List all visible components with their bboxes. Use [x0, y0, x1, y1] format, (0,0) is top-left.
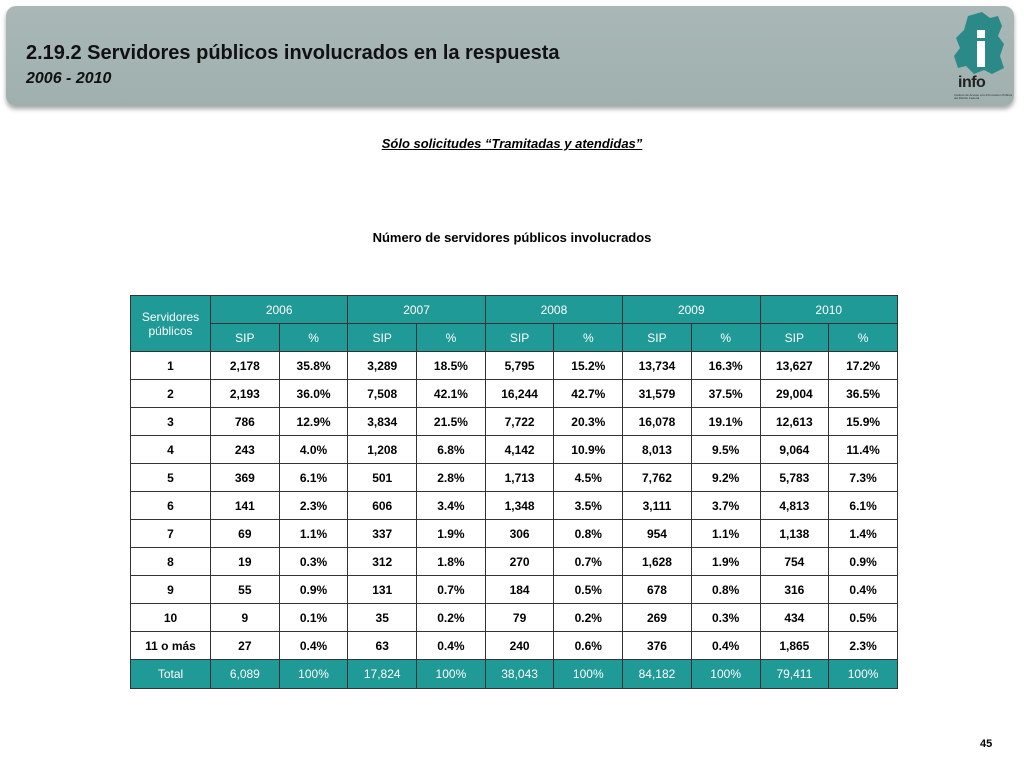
table-row: [131, 576, 898, 604]
table-cell: 954: [623, 520, 692, 548]
table-cell: 0.4%: [691, 632, 760, 660]
sub-header: SIP: [211, 324, 280, 352]
table-cell: 6.8%: [417, 436, 486, 464]
table-cell: 2.3%: [279, 492, 348, 520]
year-header: 2007: [348, 296, 485, 324]
table-cell: 16,078: [623, 408, 692, 436]
logo-caption: Instituto de Acceso a la Información Pública del Distrito Federal: [954, 93, 1013, 100]
table-cell: 312: [348, 548, 417, 576]
table-cell: 3.7%: [691, 492, 760, 520]
table-cell: 6.1%: [829, 492, 898, 520]
table-cell: 4,813: [760, 492, 829, 520]
table-cell: 9.5%: [691, 436, 760, 464]
table-cell: 15.9%: [829, 408, 898, 436]
table-cell: 1.1%: [691, 520, 760, 548]
row-label: 8: [131, 548, 211, 576]
table-cell: 786: [211, 408, 280, 436]
table-cell: 376: [623, 632, 692, 660]
table-cell: 0.4%: [829, 576, 898, 604]
table-cell: 37.5%: [691, 380, 760, 408]
year-header: 2008: [485, 296, 622, 324]
table-cell: 19: [211, 548, 280, 576]
table-cell: 13,627: [760, 352, 829, 380]
table-cell: 316: [760, 576, 829, 604]
sub-header: %: [279, 324, 348, 352]
table-cell: 2,178: [211, 352, 280, 380]
table-row: [131, 520, 898, 548]
header-band: [6, 6, 1014, 106]
table-cell: 306: [485, 520, 554, 548]
table-cell: 0.2%: [554, 604, 623, 632]
logo-text: info: [958, 74, 986, 91]
table-cell: 1,348: [485, 492, 554, 520]
table-cell: 184: [485, 576, 554, 604]
table-cell: 1,628: [623, 548, 692, 576]
table-cell: 0.5%: [829, 604, 898, 632]
table-cell: 678: [623, 576, 692, 604]
table-cell: 55: [211, 576, 280, 604]
table-cell: 15.2%: [554, 352, 623, 380]
sub-header: %: [829, 324, 898, 352]
table-cell: 0.7%: [417, 576, 486, 604]
total-cell: 100%: [279, 660, 348, 689]
table-cell: 4.0%: [279, 436, 348, 464]
table-cell: 36.0%: [279, 380, 348, 408]
table-cell: 754: [760, 548, 829, 576]
table-title: Número de servidores públicos involucrados: [372, 230, 652, 245]
table-row: [131, 548, 898, 576]
sub-header: %: [554, 324, 623, 352]
page-title: 2.19.2 Servidores públicos involucrados en la respuesta: [26, 42, 560, 64]
table-cell: 1,208: [348, 436, 417, 464]
table-cell: 20.3%: [554, 408, 623, 436]
sub-header: SIP: [348, 324, 417, 352]
row-label: 11 o más: [131, 632, 211, 660]
table-cell: 1.9%: [417, 520, 486, 548]
servidores-table: [130, 295, 898, 689]
page-number: 45: [980, 738, 993, 750]
table-cell: 35.8%: [279, 352, 348, 380]
table-cell: 2.3%: [829, 632, 898, 660]
year-header: 2006: [211, 296, 348, 324]
row-header: Servidores públicos: [131, 296, 211, 352]
table-cell: 19.1%: [691, 408, 760, 436]
row-label: 5: [131, 464, 211, 492]
total-cell: 79,411: [760, 660, 829, 689]
table-cell: 7,722: [485, 408, 554, 436]
total-cell: 100%: [554, 660, 623, 689]
row-label: 3: [131, 408, 211, 436]
table-cell: 1,138: [760, 520, 829, 548]
table-cell: 27: [211, 632, 280, 660]
year-header-row: [131, 296, 898, 324]
row-label: 10: [131, 604, 211, 632]
table-cell: 2.8%: [417, 464, 486, 492]
table-cell: 0.9%: [829, 548, 898, 576]
sub-header: %: [417, 324, 486, 352]
table-cell: 240: [485, 632, 554, 660]
table-cell: 4,142: [485, 436, 554, 464]
table-cell: 1.8%: [417, 548, 486, 576]
table-cell: 5,795: [485, 352, 554, 380]
table-cell: 141: [211, 492, 280, 520]
table-cell: 8,013: [623, 436, 692, 464]
table-cell: 0.1%: [279, 604, 348, 632]
table-cell: 17.2%: [829, 352, 898, 380]
table-cell: 0.5%: [554, 576, 623, 604]
table-cell: 10.9%: [554, 436, 623, 464]
table-row: [131, 632, 898, 660]
page-subtitle: 2006 - 2010: [26, 70, 112, 87]
table-cell: 270: [485, 548, 554, 576]
table-cell: 18.5%: [417, 352, 486, 380]
table-cell: 0.9%: [279, 576, 348, 604]
table-cell: 434: [760, 604, 829, 632]
row-label: 2: [131, 380, 211, 408]
sub-header: SIP: [623, 324, 692, 352]
table-cell: 79: [485, 604, 554, 632]
table-row: [131, 408, 898, 436]
table-cell: 16,244: [485, 380, 554, 408]
table-cell: 0.4%: [417, 632, 486, 660]
table-row: [131, 380, 898, 408]
table-row: [131, 436, 898, 464]
table-cell: 0.4%: [279, 632, 348, 660]
table-cell: 12.9%: [279, 408, 348, 436]
table-cell: 1,713: [485, 464, 554, 492]
total-row: [131, 660, 898, 689]
sub-header: SIP: [760, 324, 829, 352]
table-cell: 131: [348, 576, 417, 604]
table-cell: 11.4%: [829, 436, 898, 464]
year-header: 2010: [760, 296, 898, 324]
sub-header: %: [691, 324, 760, 352]
table-cell: 31,579: [623, 380, 692, 408]
table-cell: 35: [348, 604, 417, 632]
table-cell: 0.8%: [691, 576, 760, 604]
table-cell: 0.3%: [279, 548, 348, 576]
row-label: 7: [131, 520, 211, 548]
table-cell: 0.7%: [554, 548, 623, 576]
table-cell: 1.9%: [691, 548, 760, 576]
table-cell: 42.1%: [417, 380, 486, 408]
table-cell: 9.2%: [691, 464, 760, 492]
table-cell: 369: [211, 464, 280, 492]
table-cell: 16.3%: [691, 352, 760, 380]
table-cell: 0.6%: [554, 632, 623, 660]
table-cell: 1.4%: [829, 520, 898, 548]
table-cell: 2,193: [211, 380, 280, 408]
table-cell: 9,064: [760, 436, 829, 464]
total-cell: 17,824: [348, 660, 417, 689]
table-cell: 243: [211, 436, 280, 464]
table-cell: 501: [348, 464, 417, 492]
total-label: Total: [131, 660, 211, 689]
total-cell: 84,182: [623, 660, 692, 689]
table-cell: 3.5%: [554, 492, 623, 520]
table-cell: 42.7%: [554, 380, 623, 408]
row-label: 1: [131, 352, 211, 380]
table-cell: 3.4%: [417, 492, 486, 520]
row-label: 6: [131, 492, 211, 520]
table-cell: 4.5%: [554, 464, 623, 492]
total-cell: 6,089: [211, 660, 280, 689]
total-cell: 38,043: [485, 660, 554, 689]
table-cell: 1,865: [760, 632, 829, 660]
table-cell: 9: [211, 604, 280, 632]
table-cell: 6.1%: [279, 464, 348, 492]
table-cell: 7,508: [348, 380, 417, 408]
table-cell: 3,834: [348, 408, 417, 436]
row-label: 9: [131, 576, 211, 604]
table-cell: 7.3%: [829, 464, 898, 492]
table-cell: 3,111: [623, 492, 692, 520]
table-row: [131, 492, 898, 520]
row-label: 4: [131, 436, 211, 464]
filter-note: Sólo solicitudes “Tramitadas y atendidas”: [381, 136, 643, 151]
table-row: [131, 352, 898, 380]
sub-header-row: [131, 324, 898, 352]
table-cell: 36.5%: [829, 380, 898, 408]
table-cell: 3,289: [348, 352, 417, 380]
table-cell: 7,762: [623, 464, 692, 492]
year-header: 2009: [623, 296, 760, 324]
sub-header: SIP: [485, 324, 554, 352]
total-cell: 100%: [417, 660, 486, 689]
table-cell: 5,783: [760, 464, 829, 492]
table-cell: 13,734: [623, 352, 692, 380]
total-cell: 100%: [829, 660, 898, 689]
table-cell: 12,613: [760, 408, 829, 436]
table-cell: 69: [211, 520, 280, 548]
table-cell: 606: [348, 492, 417, 520]
table-cell: 0.3%: [691, 604, 760, 632]
table-cell: 29,004: [760, 380, 829, 408]
table-cell: 0.2%: [417, 604, 486, 632]
table-cell: 0.8%: [554, 520, 623, 548]
total-cell: 100%: [691, 660, 760, 689]
table-cell: 337: [348, 520, 417, 548]
table-row: [131, 464, 898, 492]
table-cell: 269: [623, 604, 692, 632]
table-cell: 1.1%: [279, 520, 348, 548]
table-row: [131, 604, 898, 632]
table-cell: 63: [348, 632, 417, 660]
table-cell: 21.5%: [417, 408, 486, 436]
